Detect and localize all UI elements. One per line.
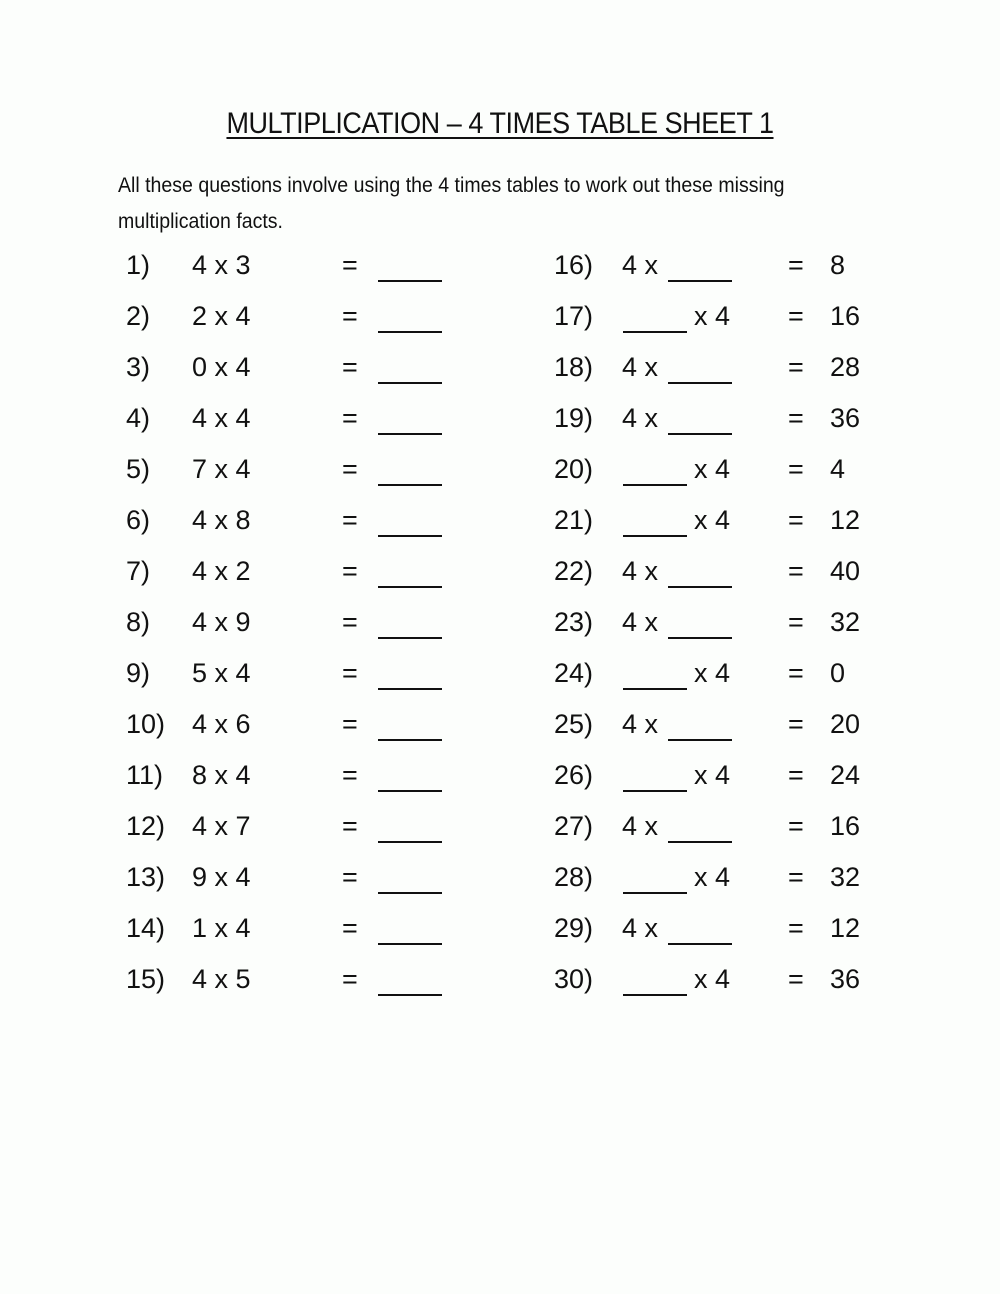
question-number: 23) (554, 607, 594, 637)
answer-blank[interactable] (378, 248, 442, 282)
question-expression: 5 x 4 (192, 658, 251, 688)
question-number: 6) (126, 505, 151, 535)
question-number: 13) (126, 862, 166, 892)
answer-blank[interactable] (378, 758, 442, 792)
product-value: 20 (830, 709, 861, 739)
known-factor: x 4 (694, 760, 731, 790)
answer-blank[interactable] (378, 503, 442, 537)
equals-sign: = (788, 454, 804, 484)
question-number: 20) (554, 454, 594, 484)
question-expression: 4 x 9 (192, 607, 251, 637)
question-number: 5) (126, 454, 151, 484)
known-factor: 4 x (622, 709, 659, 739)
equals-sign: = (342, 862, 358, 892)
known-factor: x 4 (694, 658, 731, 688)
answer-blank[interactable] (378, 605, 442, 639)
answer-blank[interactable] (378, 809, 442, 843)
known-factor: x 4 (694, 301, 731, 331)
missing-factor-blank[interactable] (668, 350, 732, 384)
missing-factor-blank[interactable] (668, 248, 732, 282)
question-number: 11) (126, 760, 164, 790)
question-expression: 4 x 4 (192, 403, 251, 433)
equals-sign: = (342, 760, 358, 790)
question-expression: 9 x 4 (192, 862, 251, 892)
question-number: 1) (126, 250, 151, 280)
question-number: 27) (554, 811, 594, 841)
equals-sign: = (788, 505, 804, 535)
question-number: 29) (554, 913, 594, 943)
missing-factor-blank[interactable] (623, 758, 687, 792)
question-number: 26) (554, 760, 594, 790)
equals-sign: = (342, 403, 358, 433)
known-factor: 4 x (622, 811, 659, 841)
question-number: 16) (554, 250, 594, 280)
question-expression: 7 x 4 (192, 454, 251, 484)
missing-factor-blank[interactable] (668, 554, 732, 588)
equals-sign: = (342, 352, 358, 382)
equals-sign: = (788, 607, 804, 637)
question-number: 8) (126, 607, 151, 637)
known-factor: 4 x (622, 250, 659, 280)
equals-sign: = (788, 658, 804, 688)
equals-sign: = (342, 811, 358, 841)
question-expression: 1 x 4 (192, 913, 251, 943)
answer-blank[interactable] (378, 452, 442, 486)
answer-blank[interactable] (378, 707, 442, 741)
equals-sign: = (788, 862, 804, 892)
question-number: 3) (126, 352, 151, 382)
product-value: 4 (830, 454, 846, 484)
equals-sign: = (342, 505, 358, 535)
equals-sign: = (342, 250, 358, 280)
question-number: 28) (554, 862, 594, 892)
equals-sign: = (788, 709, 804, 739)
known-factor: 4 x (622, 913, 659, 943)
equals-sign: = (342, 556, 358, 586)
product-value: 8 (830, 250, 846, 280)
question-expression: 8 x 4 (192, 760, 251, 790)
equals-sign: = (342, 607, 358, 637)
question-expression: 4 x 2 (192, 556, 251, 586)
question-number: 15) (126, 964, 166, 994)
answer-blank[interactable] (378, 350, 442, 384)
question-number: 25) (554, 709, 594, 739)
equals-sign: = (788, 964, 804, 994)
answer-blank[interactable] (378, 401, 442, 435)
question-number: 9) (126, 658, 151, 688)
question-number: 30) (554, 964, 594, 994)
equals-sign: = (788, 760, 804, 790)
question-number: 10) (126, 709, 166, 739)
product-value: 36 (830, 964, 861, 994)
answer-blank[interactable] (378, 554, 442, 588)
missing-factor-blank[interactable] (623, 299, 687, 333)
product-value: 12 (830, 505, 861, 535)
question-number: 14) (126, 913, 166, 943)
product-value: 16 (830, 811, 861, 841)
question-number: 2) (126, 301, 151, 331)
missing-factor-blank[interactable] (623, 860, 687, 894)
answer-blank[interactable] (378, 656, 442, 690)
question-number: 7) (126, 556, 151, 586)
question-number: 24) (554, 658, 594, 688)
missing-factor-blank[interactable] (668, 707, 732, 741)
equals-sign: = (788, 403, 804, 433)
equals-sign: = (342, 913, 358, 943)
missing-factor-blank[interactable] (623, 962, 687, 996)
answer-blank[interactable] (378, 860, 442, 894)
equals-sign: = (788, 811, 804, 841)
known-factor: x 4 (694, 862, 731, 892)
equals-sign: = (788, 556, 804, 586)
missing-factor-blank[interactable] (623, 656, 687, 690)
known-factor: x 4 (694, 505, 731, 535)
question-number: 22) (554, 556, 594, 586)
answer-blank[interactable] (378, 911, 442, 945)
question-number: 21) (554, 505, 594, 535)
known-factor: x 4 (694, 964, 731, 994)
product-value: 36 (830, 403, 861, 433)
question-number: 4) (126, 403, 151, 433)
equals-sign: = (788, 301, 804, 331)
equals-sign: = (342, 301, 358, 331)
missing-factor-blank[interactable] (668, 401, 732, 435)
missing-factor-blank[interactable] (668, 809, 732, 843)
product-value: 32 (830, 607, 861, 637)
product-value: 12 (830, 913, 861, 943)
known-factor: 4 x (622, 352, 659, 382)
answer-blank[interactable] (378, 299, 442, 333)
product-value: 0 (830, 658, 846, 688)
known-factor: 4 x (622, 607, 659, 637)
equals-sign: = (342, 658, 358, 688)
worksheet-title: MULTIPLICATION – 4 TIMES TABLE SHEET 1 (226, 107, 774, 140)
product-value: 32 (830, 862, 861, 892)
product-value: 28 (830, 352, 861, 382)
question-number: 12) (126, 811, 166, 841)
question-expression: 2 x 4 (192, 301, 251, 331)
product-value: 16 (830, 301, 861, 331)
product-value: 40 (830, 556, 861, 586)
known-factor: 4 x (622, 556, 659, 586)
equals-sign: = (342, 964, 358, 994)
question-expression: 4 x 3 (192, 250, 251, 280)
question-expression: 0 x 4 (192, 352, 251, 382)
equals-sign: = (342, 709, 358, 739)
instructions-text: All these questions involve using the 4 times tables to work out these missing multiplication facts. (118, 174, 785, 233)
equals-sign: = (342, 454, 358, 484)
question-number: 19) (554, 403, 594, 433)
question-expression: 4 x 7 (192, 811, 251, 841)
question-expression: 4 x 8 (192, 505, 251, 535)
question-expression: 4 x 5 (192, 964, 251, 994)
equals-sign: = (788, 250, 804, 280)
equals-sign: = (788, 352, 804, 382)
known-factor: 4 x (622, 403, 659, 433)
missing-factor-blank[interactable] (623, 503, 687, 537)
product-value: 24 (830, 760, 861, 790)
question-number: 18) (554, 352, 594, 382)
missing-factor-blank[interactable] (623, 452, 687, 486)
known-factor: x 4 (694, 454, 731, 484)
question-expression: 4 x 6 (192, 709, 251, 739)
missing-factor-blank[interactable] (668, 911, 732, 945)
equals-sign: = (788, 913, 804, 943)
question-number: 17) (554, 301, 594, 331)
missing-factor-blank[interactable] (668, 605, 732, 639)
answer-blank[interactable] (378, 962, 442, 996)
